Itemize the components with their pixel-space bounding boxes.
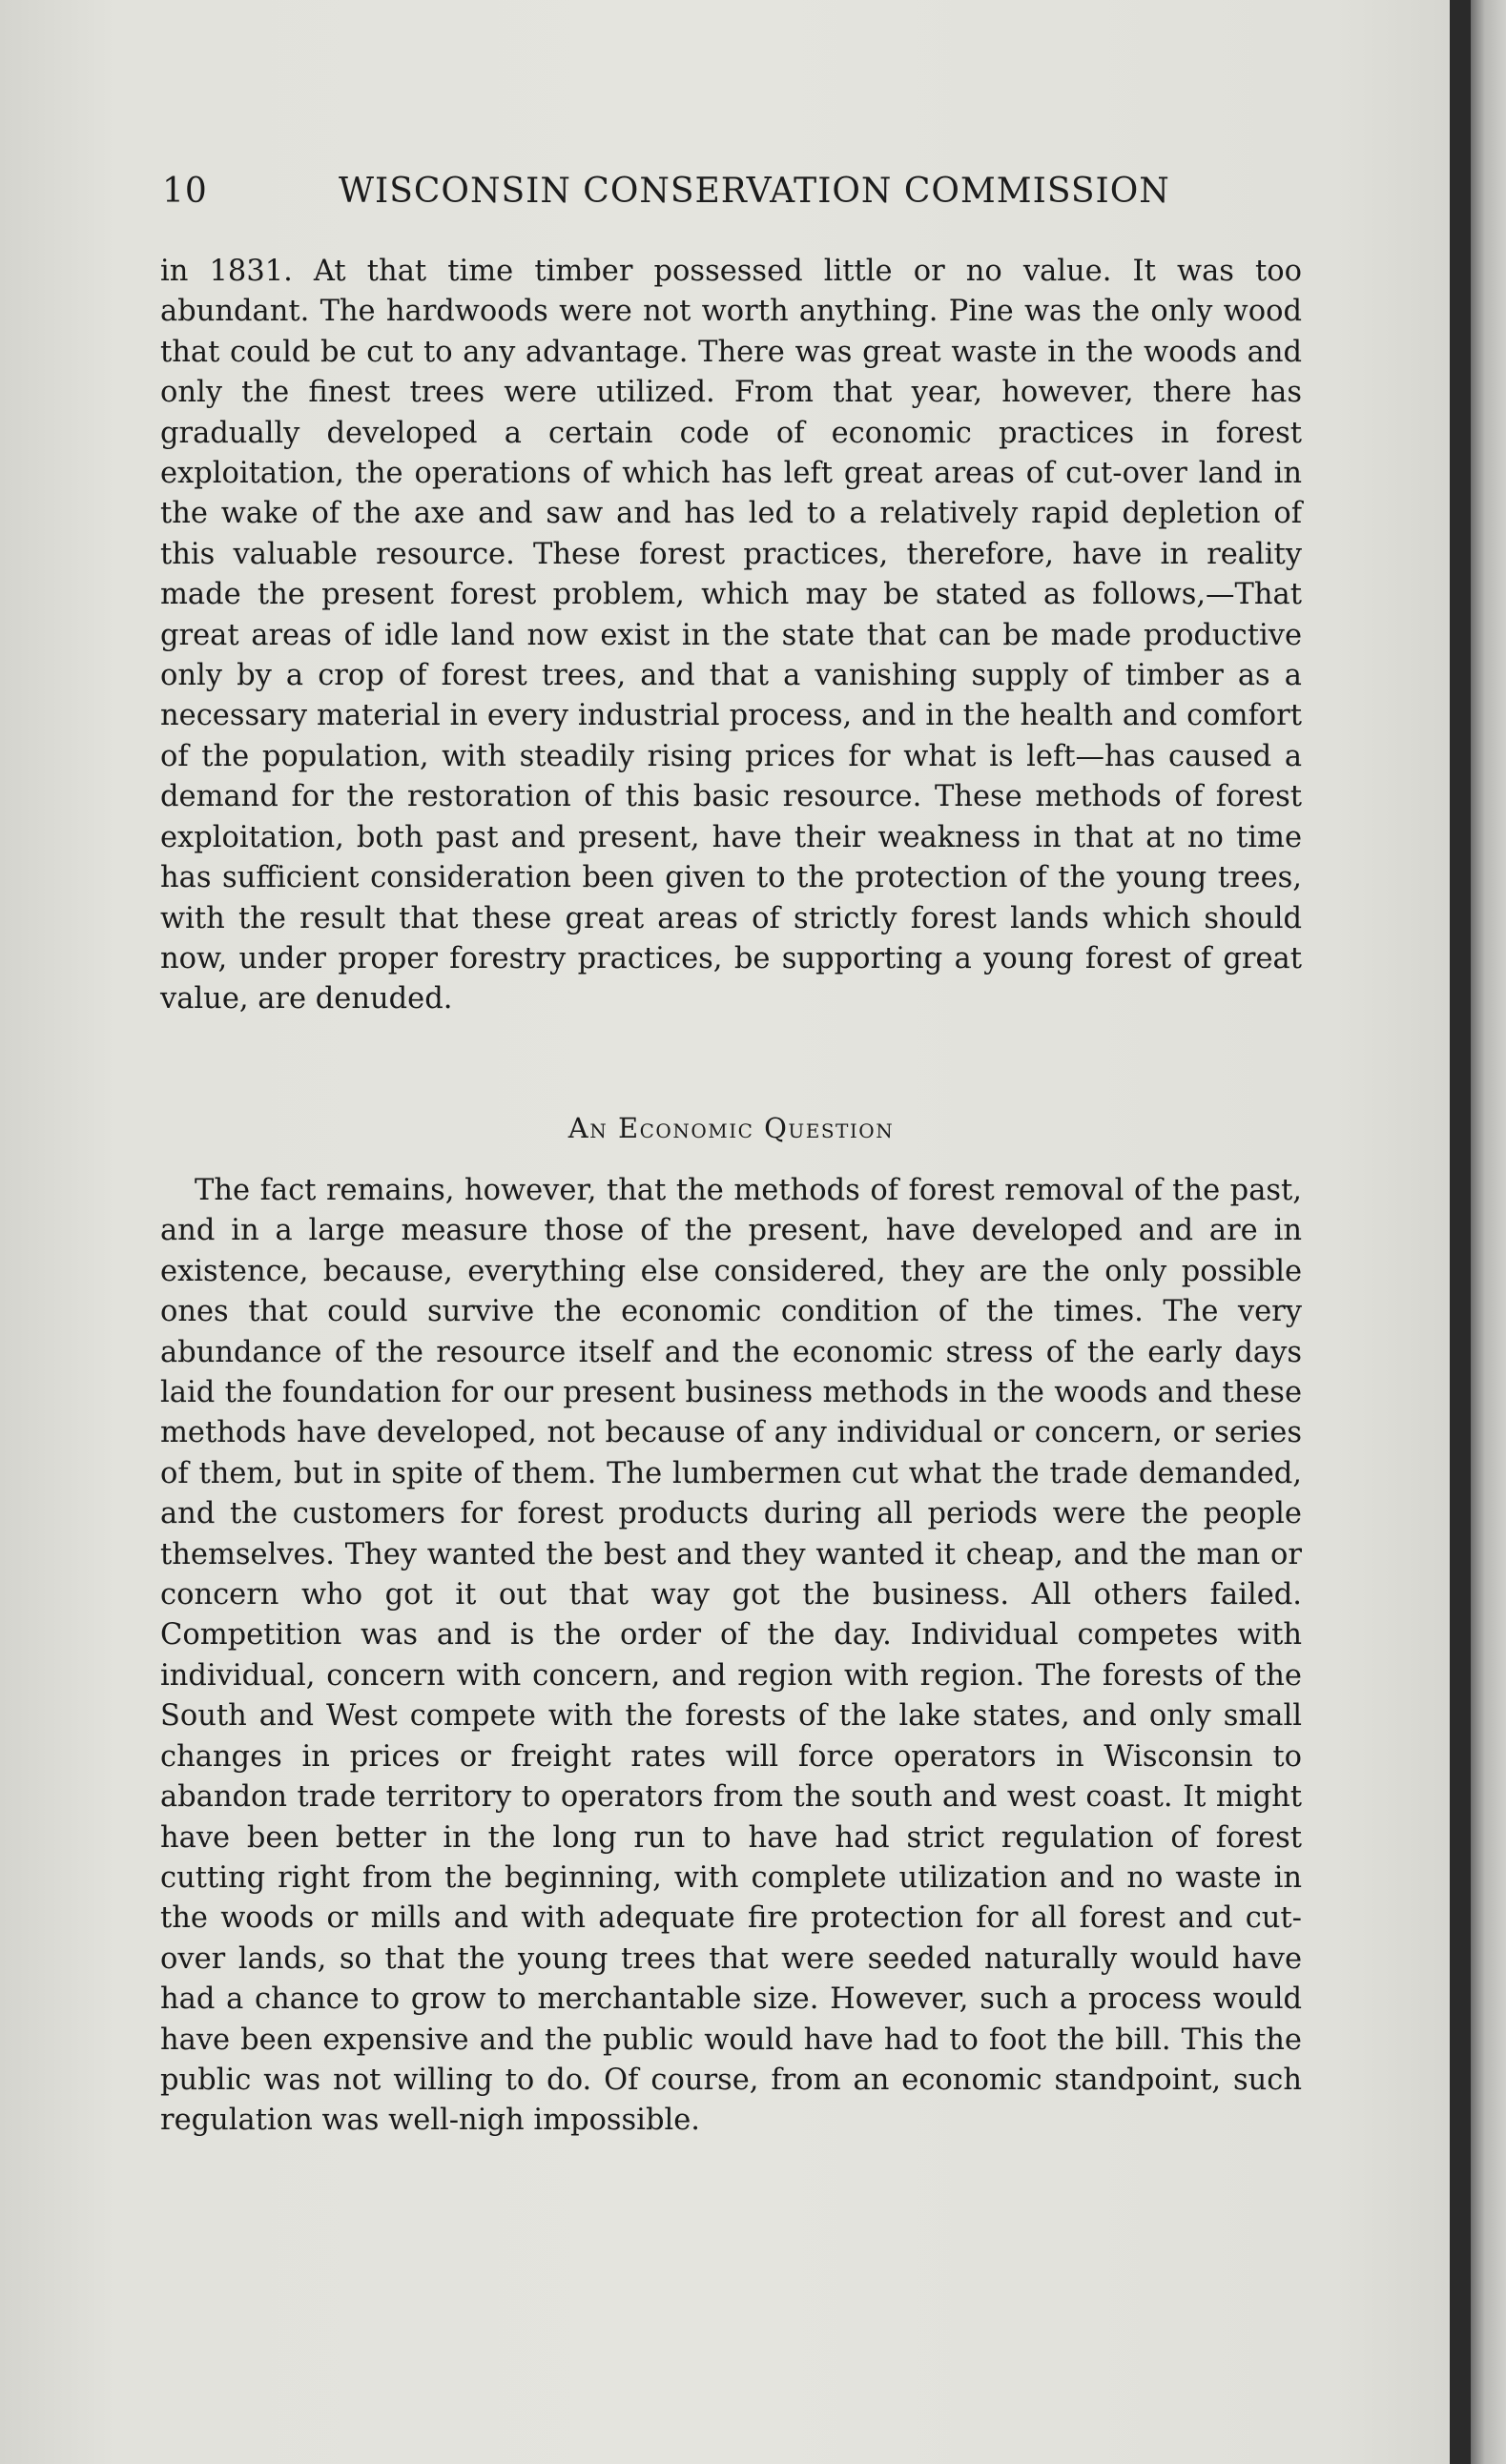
paragraph-text: in 1831. At that time timber possessed little or no value. It was too abundant. The hardwoods were not worth anything. Pine was the only wood that could be cut to any advantage. There was great waste in the woods and only the finest trees were utilized. From that year, however, there has gradually developed a certain code of economic practices in forest exploitation, the operations of which has left great areas of cut-over land in the wake of the axe and saw and has led to a relatively rapid depletion of this valuable resource. These forest practices, therefore, have in reality made the present forest problem, which may be stated as follows,—That great areas of idle land now exist in the state that can be made productive only by a crop of forest trees, and that a vanishing supply of timber as a necessary material in every industrial process, and in the health and comfort of the population, with steadily rising prices for what is left—has caused a demand for the restoration of this basic resource. These methods of forest exploitation, both past and present, have their weakness in that at no time has sufficient consideration been given to the protection of the young trees, with the result that these great areas of strictly forest lands which should now, under proper forestry practices, be supporting a young forest of great value, are denuded. [160, 255, 1302, 1016]
paragraph-text: The fact remains, however, that the methods of forest removal of the past, and in a large measure those of the present, have developed and are in existence, because, everything else considered, they are the only possible ones that could survive the economic condition of the times. The very abundance of the resource itself and the economic stress of the early days laid the foundation for our present business methods in the woods and these methods have developed, not because of any individual or concern, or series of them, but in spite of them. The lumbermen cut what the trade demanded, and the customers for forest products during all periods were the people themselves. They wanted the best and they wanted it cheap, and the man or concern who got it out that way got the business. All others failed. Competition was and is the order of the day. Individual competes with individual, concern with concern, and region with region. The forests of the South and West compete with the forests of the lake states, and only small changes in prices or freight rates will force operators in Wisconsin to abandon trade territory to operators from the south and west coast. It might have been better in the long run to have had strict regulation of forest cutting right from the beginning, with complete utilization and no waste in the woods or mills and with adequate fire protection for all forest and cut-over lands, so that the young trees that were seeded naturally would have had a chance to grow to merchantable size. However, such a process would have been expensive and the public would have had to foot the bill. This the public was not willing to do. Of course, from an economic standpoint, such regulation was well-nigh impossible. [160, 1174, 1302, 2138]
page-number: 10 [162, 172, 208, 211]
page-header [162, 172, 1307, 219]
book-binding-edge [1471, 0, 1506, 2464]
section-heading: An Economic Question [567, 1112, 895, 1144]
body-paragraph-2 [160, 1171, 1302, 2142]
running-head: WISCONSIN CONSERVATION COMMISSION [339, 172, 1170, 211]
body-paragraph-1 [160, 252, 1302, 1020]
book-binding-shadow [1450, 0, 1471, 2464]
